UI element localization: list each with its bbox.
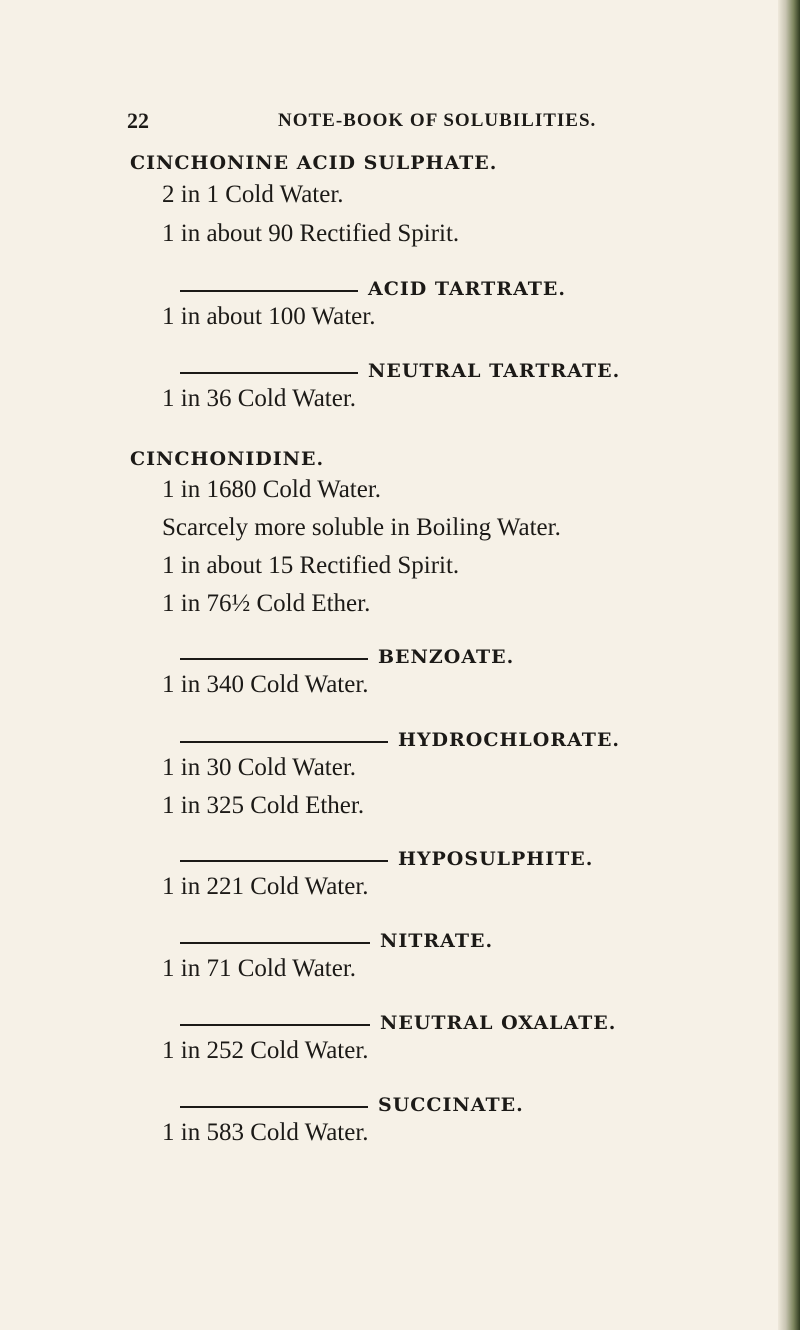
solubility-entry: 1 in 325 Cold Ether.: [162, 792, 365, 819]
ditto-dash: [180, 290, 358, 292]
section-heading: NEUTRAL TARTRATE.: [368, 360, 621, 382]
section-heading: BENZOATE.: [378, 646, 515, 668]
section-heading: SUCCINATE.: [378, 1094, 524, 1116]
solubility-entry: 1 in about 90 Rectified Spirit.: [162, 220, 460, 247]
section-heading: ACID TARTRATE.: [368, 278, 567, 300]
ditto-dash: [180, 860, 388, 862]
section-heading: HYPOSULPHITE.: [398, 848, 594, 870]
section-heading: CINCHONINE ACID SULPHATE.: [130, 152, 498, 174]
solubility-entry: 1 in 252 Cold Water.: [162, 1037, 369, 1064]
solubility-entry: 1 in 340 Cold Water.: [162, 671, 369, 698]
solubility-entry: 1 in 583 Cold Water.: [162, 1119, 369, 1146]
solubility-entry: 2 in 1 Cold Water.: [162, 181, 344, 208]
solubility-entry: 1 in 76½ Cold Ether.: [162, 590, 371, 617]
ditto-dash: [180, 1024, 370, 1026]
page-header: [127, 108, 607, 138]
section-heading: NEUTRAL OXALATE.: [380, 1012, 617, 1034]
running-title: NOTE-BOOK OF SOLUBILITIES.: [278, 110, 597, 131]
page-edge: [778, 0, 800, 1330]
solubility-entry: 1 in 1680 Cold Water.: [162, 476, 382, 503]
solubility-entry: Scarcely more soluble in Boiling Water.: [162, 514, 561, 541]
page-number: 22: [127, 108, 149, 133]
ditto-dash: [180, 372, 358, 374]
solubility-entry: 1 in 71 Cold Water.: [162, 955, 357, 982]
section-heading: NITRATE.: [380, 930, 494, 952]
solubility-entry: 1 in 30 Cold Water.: [162, 754, 357, 781]
solubility-entry: 1 in 36 Cold Water.: [162, 385, 357, 412]
solubility-entry: 1 in about 15 Rectified Spirit.: [162, 552, 460, 579]
ditto-dash: [180, 658, 368, 660]
solubility-entry: 1 in 221 Cold Water.: [162, 873, 369, 900]
ditto-dash: [180, 942, 370, 944]
ditto-dash: [180, 741, 388, 743]
section-heading: CINCHONIDINE.: [130, 448, 325, 470]
ditto-dash: [180, 1106, 368, 1108]
section-heading: HYDROCHLORATE.: [398, 729, 621, 751]
solubility-entry: 1 in about 100 Water.: [162, 303, 376, 330]
